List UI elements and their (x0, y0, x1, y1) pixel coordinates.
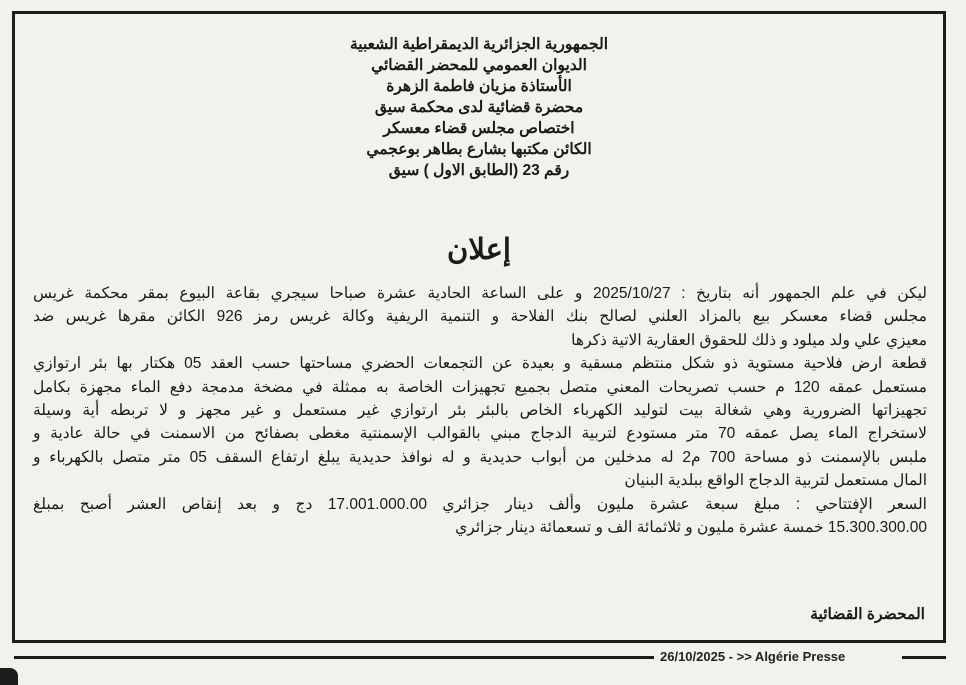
body-line: 15.300.300.00 خمسة عشرة مليون و ثلاثمائة الف و تسعمائة دينار جزائري (455, 519, 927, 537)
footer-rule (902, 656, 946, 659)
source-credit: 26/10/2025 - >> Algérie Presse (660, 649, 846, 664)
footer-rule (14, 656, 654, 659)
body-line: المال مستعمل لتربية الدجاج الواقع ببلدية البنيان (624, 472, 927, 490)
header-line: اختصاص مجلس قضاء معسكر (383, 120, 575, 137)
signature: المحضرة القضائية (810, 606, 925, 623)
body-line: مستعمل عمقه 120 م حسب تصريحات المعني متصل بجميع تجهيزات الخاصة به ممثلة في مضخة مدمجة دفع الماء مجهزة بكامل (33, 378, 927, 396)
header-line: الجمهورية الجزائرية الديمقراطية الشعبية (349, 36, 609, 53)
body-line: لاستخراج الماء يصل عمقه 70 متر مستودع لتربية الدجاج مبني بالقوالب الإسمنتية مغطى بصفائح من الاسمنت في حالة عادية و (33, 425, 927, 443)
body-line: مجلس قضاء معسكر بيع بالمزاد العلني لصالح بنك الفلاحة و التنمية الريفية وكالة غريس رمز 926 الكائن مقرها غريس ضد (33, 308, 927, 326)
corner-mark (0, 668, 18, 685)
body-line: السعر الإفتتاحي : مبلغ سبعة عشرة مليون وألف دينار جزائري 17.001.000.00 دج و بعد إنقاص العشر أصبح بمبلغ (33, 495, 927, 513)
header-line: الأستاذة مزيان فاطمة الزهرة (386, 78, 572, 95)
header-line: محضرة قضائية لدى محكمة سيق (374, 99, 584, 116)
body-line: تجهيزاتها الضرورية وهي شغالة بيت لتوليد الكهرباء الخاص بالبئر بئر ارتوازي غير مستعمل و غير مجهز و لا تربطه أية وسيلة (33, 402, 927, 420)
notice-body (33, 282, 927, 539)
body-line: ملبس بالإسمنت ذو مساحة 700 م2 له مدخلين من أبواب حديدية و له نوافذ حديدية يبلغ ارتفاع السقف 05 متر متصل بالكهرباء و (33, 448, 928, 466)
body-line: ليكن في علم الجمهور أنه بتاريخ : 2025/10/27 و على الساعة الحادية عشرة صباحا سيجري بقاعة البيوع بمقر محكمة غريس (33, 285, 927, 302)
notice-title: إعلان (447, 234, 511, 266)
body-line: معيزي علي ولد ميلود و ذلك للحقوق العقارية الاتية ذكرها (571, 331, 927, 349)
body-line: قطعة ارض فلاحية مستوية ذو شكل منتظم مسقية و بعيدة عن التجمعات الحضري مساحتها حسب العقد 05 هكتار بها بئر ارتوازي (33, 355, 927, 373)
header-line: الكائن مكتبها بشارع بطاهر بوعجمي (366, 141, 592, 158)
notice-header (15, 34, 943, 181)
notice-frame (12, 11, 946, 643)
header-line: الديوان العمومي للمحضر القضائي (371, 57, 587, 74)
footer (0, 649, 966, 667)
header-line: رقم 23 (الطابق الاول ) سيق (388, 162, 570, 179)
